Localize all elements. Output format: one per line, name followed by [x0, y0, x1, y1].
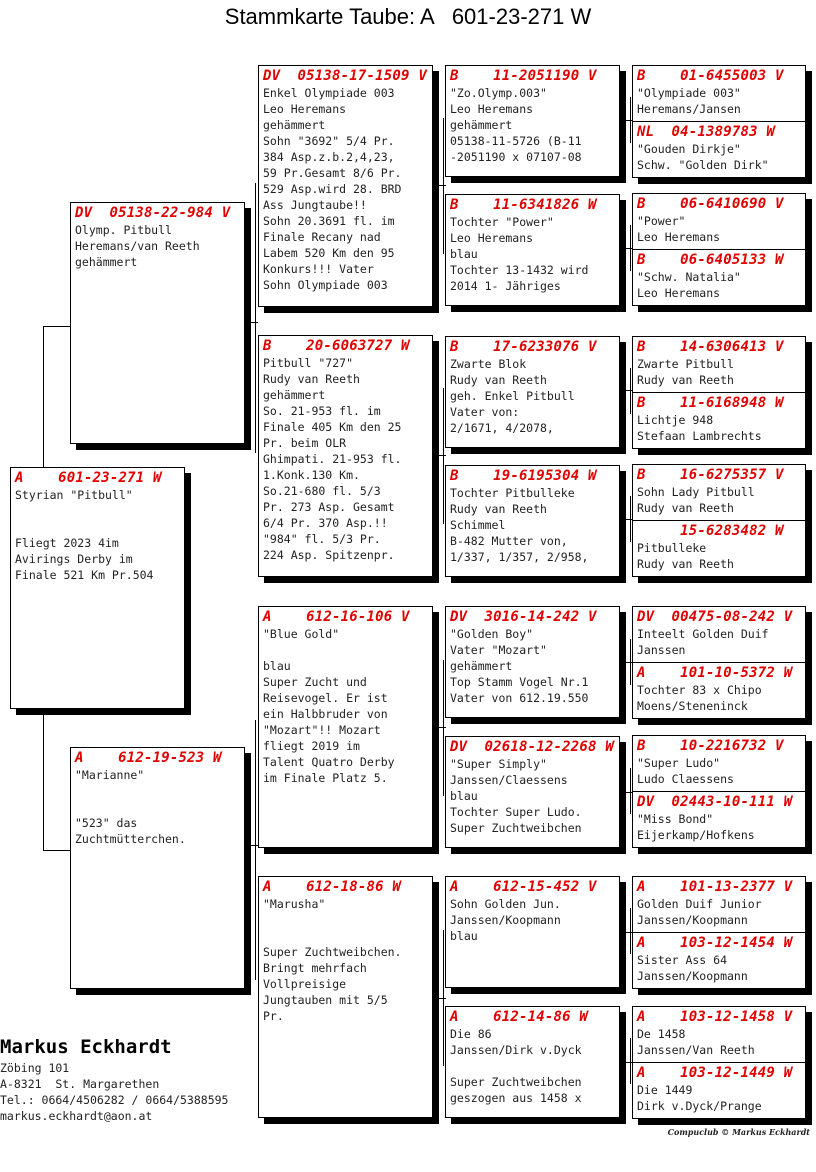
- pigeon-card-mfff[interactable]: [632, 606, 806, 663]
- ring-number: A 101-13-2377 V: [637, 879, 793, 895]
- pigeon-note: Sohn 20.3691 fl. im: [263, 214, 395, 228]
- connector-line: [443, 930, 444, 1066]
- pigeon-note: B-482 Mutter von,: [450, 534, 568, 548]
- connector-line: [43, 326, 71, 327]
- pigeon-note: 529 Asp.wird 28. BRD: [263, 182, 402, 196]
- pigeon-card-ffmf[interactable]: [632, 193, 806, 250]
- pigeon-note: Jungtauben mit 5/5: [263, 993, 388, 1007]
- pigeon-card-fmfm[interactable]: [632, 392, 806, 449]
- pigeon-note: [75, 783, 240, 799]
- pigeon-note: Vater von:: [450, 405, 520, 419]
- pigeon-note: Finale Recany nad: [263, 230, 381, 244]
- pigeon-note: geh. Enkel Pitbull: [450, 389, 575, 403]
- pigeon-note: Janssen/Koopmann: [450, 913, 561, 927]
- ring-number: B 01-6455003 V: [637, 68, 784, 84]
- pigeon-card-mmmf[interactable]: [632, 1006, 806, 1063]
- pigeon-note: Heremans/Jansen: [637, 102, 741, 116]
- pigeon-card-mfmm[interactable]: [632, 791, 806, 848]
- ring-number: DV 05138-17-1509 V: [263, 68, 427, 84]
- pigeon-note: Fliegt 2023 4im: [15, 536, 119, 550]
- pigeon-note: "Blue Gold": [263, 627, 340, 641]
- pigeon-note: Labem 520 Km den 95: [263, 246, 395, 260]
- pigeon-card-ffm[interactable]: [445, 194, 620, 306]
- pigeon-card-ffmm[interactable]: [632, 249, 806, 306]
- pigeon-note: 384 Asp.z.b.2,4,23,: [263, 150, 395, 164]
- pigeon-card-mm[interactable]: [258, 876, 433, 1118]
- pigeon-note: Pr.: [263, 1009, 284, 1023]
- pigeon-note: 6/4 Pr. 370 Asp.!!: [263, 516, 388, 530]
- ring-number: B 14-6306413 V: [637, 339, 784, 355]
- pigeon-note: [263, 642, 428, 658]
- ring-number: DV 02443-10-111 W: [637, 794, 793, 810]
- pigeon-note: Vater "Mozart": [450, 643, 547, 657]
- pigeon-card-mfmf[interactable]: [632, 735, 806, 792]
- connector-line: [630, 768, 631, 814]
- pigeon-card-fmmm[interactable]: [632, 520, 806, 577]
- pigeon-note: Sohn "3692" 5/4 Pr.: [263, 134, 395, 148]
- pigeon-note: "Marianne": [75, 768, 145, 782]
- pigeon-note: Eijerkamp/Hofkens: [637, 828, 755, 842]
- pigeon-note: Tochter 13-1432 wird: [450, 263, 589, 277]
- pigeon-note: "Mozart"!! Mozart: [263, 723, 381, 737]
- pigeon-card-mmff[interactable]: [632, 876, 806, 933]
- pigeon-note: Tochter "Power": [450, 215, 554, 229]
- pigeon-note: So.21-680 fl. 5/3: [263, 484, 381, 498]
- pigeon-note: geszogen aus 1458 x: [450, 1091, 582, 1105]
- pigeon-card-mmm[interactable]: [445, 1006, 620, 1118]
- pigeon-note: "Zo.Olymp.003": [450, 86, 547, 100]
- ring-number: B 11-6341826 W: [450, 197, 597, 213]
- pigeon-note: Leo Heremans: [450, 102, 534, 116]
- ring-number: A 103-12-1449 W: [637, 1065, 793, 1081]
- pigeon-note: 2014 1- Jähriges: [450, 279, 561, 293]
- connector-line: [630, 225, 631, 271]
- owner-street: Zöbing 101: [0, 1061, 70, 1075]
- ring-number: A 101-10-5372 W: [637, 665, 793, 681]
- connector-line: [43, 850, 71, 851]
- pigeon-card-mmf[interactable]: [445, 876, 620, 988]
- pigeon-note: Golden Duif Junior: [637, 897, 762, 911]
- pigeon-note: 1/337, 1/357, 2/958,: [450, 550, 589, 564]
- ring-number: B 06-6405133 W: [637, 252, 784, 268]
- pigeon-note: -2051190 x 07107-08: [450, 150, 582, 164]
- pigeon-note: Ghimpati. 21-953 fl.: [263, 452, 402, 466]
- pigeon-note: "Power": [637, 214, 686, 228]
- ring-number: 15-6283482 W: [637, 523, 784, 539]
- connector-line: [630, 639, 631, 685]
- pigeon-note: "Olympiade 003": [637, 86, 741, 100]
- ring-number: B 11-2051190 V: [450, 68, 597, 84]
- pigeon-note: gehämmert: [75, 255, 138, 269]
- pigeon-note: [450, 1058, 615, 1074]
- pigeon-note: Janssen/Koopmann: [637, 913, 748, 927]
- pigeon-note: Janssen/Van Reeth: [637, 1043, 755, 1057]
- connector-line: [630, 368, 631, 414]
- pigeon-note: gehämmert: [263, 118, 326, 132]
- pigeon-card-ff[interactable]: [258, 65, 433, 307]
- pigeon-card-father[interactable]: [70, 202, 245, 444]
- pigeon-note: Rudy van Reeth: [450, 373, 547, 387]
- pigeon-note: Konkurs!!! Vater: [263, 262, 374, 276]
- pigeon-card-mffm[interactable]: [632, 662, 806, 719]
- pigeon-note: Die 1449: [637, 1083, 693, 1097]
- connector-line: [255, 183, 256, 453]
- ring-number: DV 3016-14-242 V: [450, 609, 597, 625]
- pigeon-note: Super Zuchtweibchen.: [263, 945, 402, 959]
- pigeon-note: Janssen/Koopmann: [637, 969, 748, 983]
- pigeon-note: Super Zuchtweibchen: [450, 1075, 582, 1089]
- pigeon-note: Ludo Claessens: [637, 772, 734, 786]
- pigeon-note: De 1458: [637, 1027, 686, 1041]
- pigeon-note: Tochter Pitbulleke: [450, 486, 575, 500]
- pigeon-note: Tochter Super Ludo.: [450, 805, 582, 819]
- pigeon-note: Sister Ass 64: [637, 953, 728, 967]
- pigeon-note: blau: [450, 929, 478, 943]
- pigeon-note: Schimmel: [450, 518, 506, 532]
- pigeon-note: Rudy van Reeth: [637, 501, 734, 515]
- pigeon-card-fmff[interactable]: [632, 336, 806, 393]
- pigeon-note: Tochter 83 x Chipo: [637, 683, 762, 697]
- pigeon-card-mother[interactable]: [70, 747, 245, 989]
- pigeon-note: Heremans/van Reeth: [75, 239, 200, 253]
- pigeon-note: Super Zuchtweibchen: [450, 821, 582, 835]
- connector-line: [43, 710, 44, 850]
- owner-email[interactable]: markus.eckhardt@aon.at: [0, 1109, 153, 1123]
- ring-number: A 612-19-523 W: [75, 750, 222, 766]
- pigeon-note: [75, 799, 240, 815]
- pigeon-note: "Golden Boy": [450, 627, 534, 641]
- pigeon-note: Leo Heremans: [263, 102, 347, 116]
- pigeon-note: Leo Heremans: [637, 230, 721, 244]
- pigeon-note: Die 86: [450, 1027, 492, 1041]
- pigeon-note: im Finale Platz 5.: [263, 771, 388, 785]
- connector-line: [443, 660, 444, 796]
- pigeon-note: Leo Heremans: [450, 231, 534, 245]
- pigeon-note: Leo Heremans: [637, 286, 721, 300]
- pigeon-note: 1.Konk.130 Km.: [263, 468, 360, 482]
- pigeon-note: Dirk v.Dyck/Prange: [637, 1099, 762, 1113]
- pigeon-note: 59 Pr.Gesamt 8/6 Pr.: [263, 166, 402, 180]
- pigeon-note: Bringt mehrfach: [263, 961, 367, 975]
- pigeon-note: Rudy van Reeth: [637, 373, 734, 387]
- pigeon-note: Janssen/Dirk v.Dyck: [450, 1043, 582, 1057]
- connector-line: [443, 388, 444, 524]
- pigeon-note: Schw. "Golden Dirk": [637, 158, 769, 172]
- owner-city: A-8321 St. Margarethen: [0, 1077, 160, 1091]
- pigeon-note: Super Zucht und: [263, 675, 367, 689]
- pigeon-note: blau: [450, 789, 478, 803]
- ring-number: A 103-12-1454 W: [637, 935, 793, 951]
- pigeon-card-mmmm[interactable]: [632, 1062, 806, 1119]
- pigeon-note: Vollpreisige: [263, 977, 347, 991]
- pigeon-note: Zuchtmütterchen.: [75, 832, 186, 846]
- pigeon-card-subject[interactable]: [10, 467, 185, 709]
- ring-number: A 612-15-452 V: [450, 879, 597, 895]
- pigeon-note: Pr. beim OLR: [263, 436, 347, 450]
- ring-number: NL 04-1389783 W: [637, 124, 776, 140]
- pigeon-note: Olymp. Pitbull: [75, 223, 172, 237]
- ring-number: A 103-12-1458 V: [637, 1009, 793, 1025]
- pigeon-card-fmm[interactable]: [445, 465, 620, 577]
- ring-number: B 06-6410690 V: [637, 196, 784, 212]
- pigeon-note: blau: [263, 659, 291, 673]
- ring-number: DV 00475-08-242 V: [637, 609, 793, 625]
- credit-text: Compuclub © Markus Eckhardt: [667, 1127, 810, 1137]
- pigeon-note: Sohn Olympiade 003: [263, 278, 388, 292]
- pigeon-note: ein Halbbruder von: [263, 707, 388, 721]
- pigeon-card-fmmf[interactable]: [632, 464, 806, 521]
- connector-line: [630, 496, 631, 542]
- pigeon-note: "Schw. Natalia": [637, 270, 741, 284]
- pigeon-note: "Super Simply": [450, 757, 547, 771]
- pigeon-note: Inteelt Golden Duif: [637, 627, 769, 641]
- pigeon-note: gehämmert: [263, 388, 326, 402]
- pigeon-note: Pitbull "727": [263, 356, 354, 370]
- ring-number: DV 05138-22-984 V: [75, 205, 231, 221]
- connector-line: [443, 118, 444, 254]
- pigeon-note: 05138-11-5726 (B-11: [450, 134, 582, 148]
- connector-line: [43, 326, 44, 468]
- pigeon-note: "523" das: [75, 816, 138, 830]
- pigeon-card-mfm[interactable]: [445, 736, 620, 848]
- pigeon-note: Rudy van Reeth: [637, 557, 734, 571]
- ring-number: A 601-23-271 W: [15, 470, 162, 486]
- pigeon-note: gehämmert: [450, 659, 513, 673]
- pigeon-card-fff[interactable]: [445, 65, 620, 177]
- ring-number: A 612-16-106 V: [263, 609, 410, 625]
- pigeon-note: Enkel Olympiade 003: [263, 86, 395, 100]
- pigeon-note: Ass Jungtaube!!: [263, 198, 367, 212]
- pigeon-note: Top Stamm Vogel Nr.1: [450, 675, 589, 689]
- pigeon-note: Rudy van Reeth: [450, 502, 547, 516]
- pigeon-note: Talent Quatro Derby: [263, 755, 395, 769]
- ring-number: B 20-6063727 W: [263, 338, 410, 354]
- page-title: Stammkarte Taube: A 601-23-271 W: [224, 4, 592, 29]
- pigeon-note: Stefaan Lambrechts: [637, 429, 762, 443]
- ring-number: A 612-14-86 W: [450, 1009, 589, 1025]
- pigeon-note: Moens/Steneninck: [637, 699, 748, 713]
- pigeon-note: "Marusha": [263, 897, 326, 911]
- pigeon-note: Zwarte Blok: [450, 357, 527, 371]
- pigeon-note: blau: [450, 247, 478, 261]
- pigeon-note: So. 21-953 fl. im: [263, 404, 381, 418]
- owner-name: Markus Eckhardt: [0, 1036, 172, 1058]
- pigeon-note: Sohn Golden Jun.: [450, 897, 561, 911]
- pigeon-note: Pr. 273 Asp. Gesamt: [263, 500, 395, 514]
- connector-line: [255, 720, 256, 980]
- connector-line: [630, 1038, 631, 1084]
- pigeon-note: Rudy van Reeth: [263, 372, 360, 386]
- pigeon-note: [263, 928, 428, 944]
- pigeon-note: Finale 521 Km Pr.504: [15, 568, 154, 582]
- ring-number: B 16-6275357 V: [637, 467, 784, 483]
- pigeon-note: Zwarte Pitbull: [637, 357, 734, 371]
- connector-line: [630, 908, 631, 954]
- pigeon-card-mf[interactable]: [258, 606, 433, 848]
- pigeon-note: "Gouden Dirkje": [637, 142, 741, 156]
- ring-number: B 19-6195304 W: [450, 468, 597, 484]
- connector-line: [630, 97, 631, 143]
- pigeon-note: Finale 405 Km den 25: [263, 420, 402, 434]
- pigeon-note: 224 Asp. Spitzenpr.: [263, 548, 395, 562]
- pigeon-card-fm[interactable]: [258, 335, 433, 577]
- pigeon-note: "Miss Bond": [637, 812, 714, 826]
- pigeon-note: [15, 503, 180, 519]
- pigeon-note: Janssen: [637, 643, 686, 657]
- pigeon-note: Avirings Derby im: [15, 552, 133, 566]
- owner-phone: Tel.: 0664/4506282 / 0664/5388595: [0, 1093, 229, 1107]
- pigeon-note: Janssen/Claessens: [450, 773, 568, 787]
- pigeon-card-mff[interactable]: [445, 606, 620, 718]
- pigeon-note: gehämmert: [450, 118, 513, 132]
- ring-number: A 612-18-86 W: [263, 879, 402, 895]
- pigeon-note: fliegt 2019 im: [263, 739, 360, 753]
- pigeon-note: Styrian "Pitbull": [15, 488, 133, 502]
- pigeon-note: "Super Ludo": [637, 756, 721, 770]
- pigeon-card-fffm[interactable]: [632, 121, 806, 178]
- pigeon-note: Pitbulleke: [637, 541, 707, 555]
- ring-number: B 11-6168948 W: [637, 395, 784, 411]
- pigeon-card-mmfm[interactable]: [632, 932, 806, 989]
- pigeon-note: Reisevogel. Er ist: [263, 691, 388, 705]
- pigeon-note: "984" fl. 5/3 Pr.: [263, 532, 381, 546]
- pigeon-card-fmf[interactable]: [445, 336, 620, 448]
- ring-number: DV 02618-12-2268 W: [450, 739, 614, 755]
- pigeon-note: Vater von 612.19.550: [450, 691, 589, 705]
- pigeon-note: [15, 519, 180, 535]
- ring-number: B 17-6233076 V: [450, 339, 597, 355]
- pigeon-note: [263, 912, 428, 928]
- pigeon-note: Lichtje 948: [637, 413, 714, 427]
- ring-number: B 10-2216732 V: [637, 738, 784, 754]
- pigeon-note: Sohn Lady Pitbull: [637, 485, 755, 499]
- pigeon-note: 2/1671, 4/2078,: [450, 421, 554, 435]
- pigeon-card-ffff[interactable]: [632, 65, 806, 122]
